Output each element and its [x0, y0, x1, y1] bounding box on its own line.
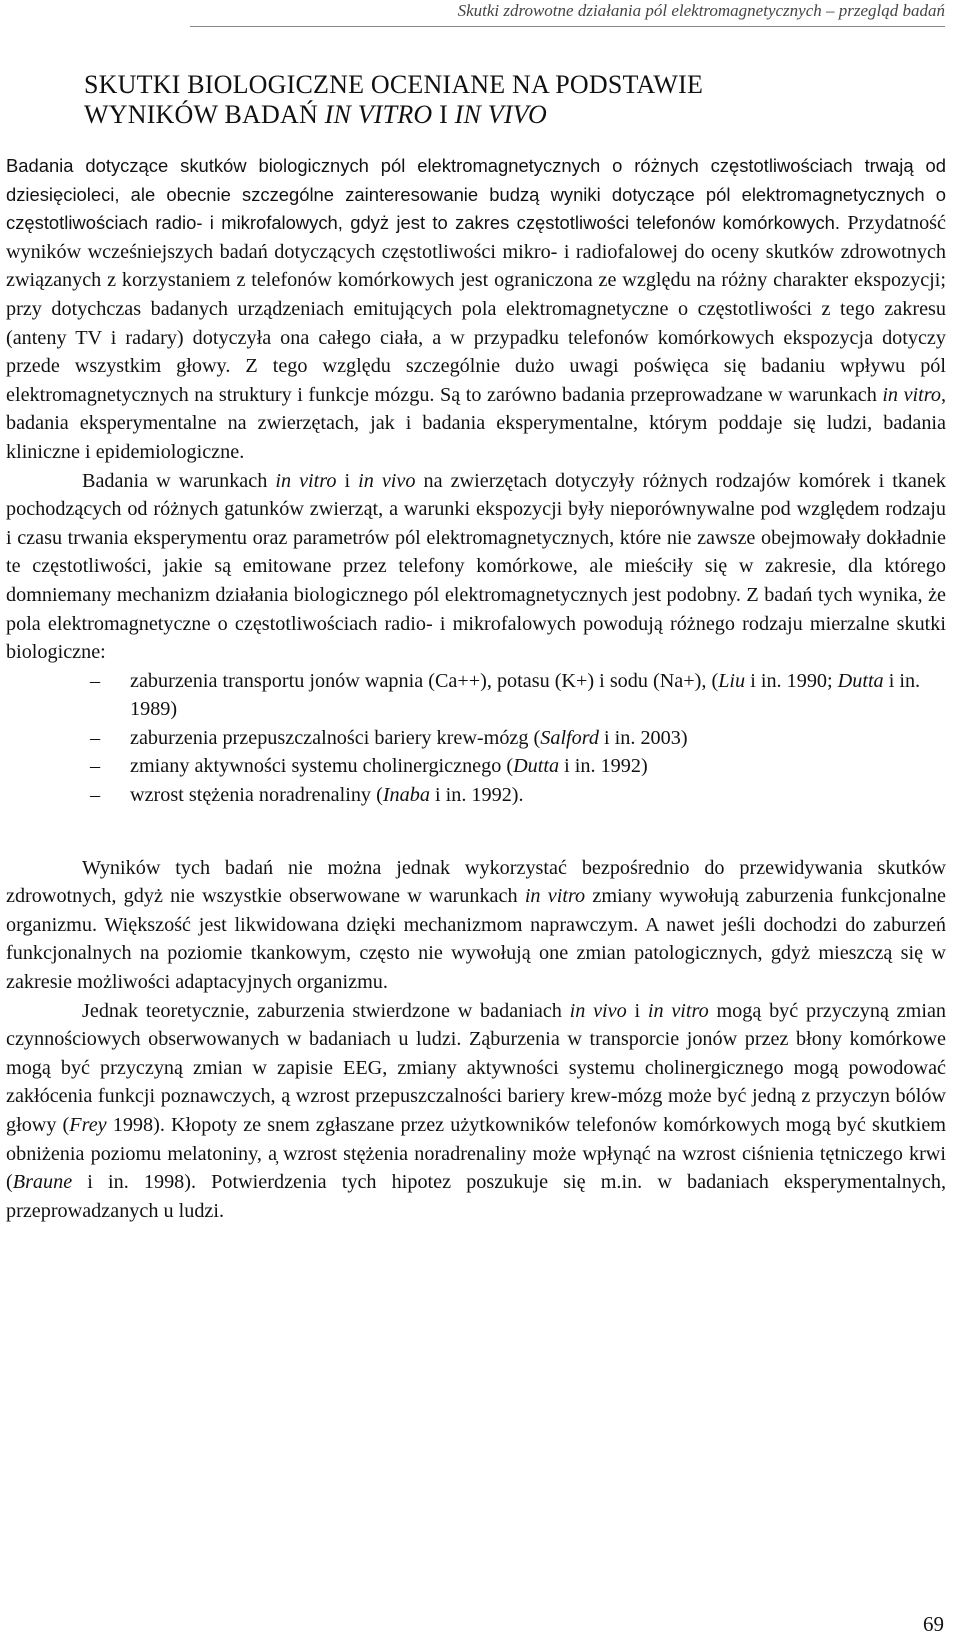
paragraph-4-italic-4: Braune [12, 1171, 73, 1194]
list-item-text: i in. 1990; [745, 669, 838, 692]
list-dash: – [90, 726, 101, 749]
list-item-text: zaburzenia przepuszczalności bariery krew-mózg ( [130, 726, 541, 749]
list-item-text: i in. 2003) [598, 726, 688, 749]
running-head: Skutki zdrowotne działania pól elektromagnetycznych – przegląd badań [190, 0, 945, 27]
list-dash: – [90, 784, 101, 807]
paragraph-4 [6, 997, 946, 1226]
effects-list [6, 667, 946, 810]
paragraph-4-italic-1: in vivo [569, 999, 627, 1022]
list-item [6, 667, 946, 724]
paragraph-2-text-1: Badania w warunkach [82, 469, 276, 492]
paragraph-4-italic-3: Frey [69, 1114, 107, 1136]
list-item [6, 781, 946, 810]
list-item-author: Inaba [382, 784, 430, 807]
paragraph-3-text-1: Wyników tych badań nie można jednak wykorzystać bezpośrednio do przewidywania skutków zdrowotnych, gdyż nie wszystkie obserwowane w warunkach [6, 856, 946, 908]
paragraph-3 [6, 854, 946, 997]
list-item-author: Liu [718, 669, 746, 692]
paragraph-1-serif-part-1: Przydatność wyników wcześniejszych badań dotyczących częstotliwości mikro- i radiofalowej do oceny skutków zdrowotnych związanych z korzystaniem z telefonów komórkowych jest ograniczona ze względu na różny charakter ekspozycji; przy dotychczas badanych urządzeniach emitujących pola elektromagnetyczne o częstotliwości z tego zakresu (anteny TV i radary) dotyczyła ona całego ciała, a w przypadku telefonów komórkowych ekspozycja dotyczy przede wszystkim głowy. Z tego względu szczególnie dużo uwagi poświęca się badaniu wpływu pól elektromagnetycznych na struktury i funkcje mózgu. Są to zarówno badania przeprowadzane w warunkach [6, 212, 946, 406]
section-heading [84, 70, 864, 130]
paragraph-2 [6, 467, 946, 667]
paragraph-2-text-3: na zwierzętach dotyczyły różnych rodzajów komórek i tkanek pochodzących od różnych gatunków zwierząt, a warunki ekspozycji były nieporównywalne pod względem rodzaju i czasu trwania eksperymentu oraz parametrów pól elektromagnetycznych, które nie zawsze obejmowały dokładnie te częstotliwości, jakie są emitowane przez telefony komórkowe, ale mieściły się w zakresie, dla którego domniemany mechanizm działania biologicznego pól elektromagnetycznych jest podobny. Z badań tych wynika, że pola elektromagnetyczne o częstotliwościach radio- i mikrofalowych powodują różnego rodzaju mierzalne skutki biologiczne: [6, 469, 947, 664]
page-number: 69 [923, 1612, 944, 1636]
paragraph-1-sans-part: Badania dotyczące skutków biologicznych pól elektromagnetycznych o różnych częstotliwościach trwają od dziesięcioleci, ale obecnie szczególne zainteresowanie budzą wyniki dotyczące pól elektromagnetycznych o częstotliwościach radio- i mikrofalowych, gdyż jest to zakres częstotliwości telefonów komórkowych. [6, 155, 946, 234]
list-item-text: i in. 1992) [559, 755, 648, 778]
paragraph-4-italic-2: in vitro [647, 999, 709, 1022]
list-item-author: Dutta [513, 755, 560, 778]
list-item-author: Dutta [837, 669, 884, 692]
paragraph-2-text-2: i [336, 469, 359, 492]
paragraph-4-text-3: mogą być przyczyną zmian czynnościowych obserwowanych w badaniach u ludzi. Ząburzenia w transporcie jonów przez błony komórkowe mogą być przyczyną zmian w zapisie EEG, zmiany aktywności systemu cholinergicznego mogą powodować zakłócenia funkcji poznawczych, ą wzrost przepuszczalności bariery krew-mózg może być jedną z przyczyn bólów głowy ( [6, 999, 946, 1136]
list-item-author: Salford [540, 726, 599, 749]
paragraph-3-text-2: zmiany wywołują zaburzenia funkcjonalne organizmu. Większość jest likwidowana dzięki mechanizmom naprawczym. A nawet jeśli dochodzi do zaburzeń funkcjonalnych na poziomie tkankowym, często nie wywołują one zmian patologicznych, gdyż mieszczą się w zakresie możliwości adaptacyjnych organizmu. [6, 885, 946, 994]
list-dash: – [90, 669, 101, 692]
list-item-text: wzrost stężenia noradrenaliny ( [130, 784, 383, 807]
paragraph-4-text-1: Jednak teoretycznie, zaburzenia stwierdzone w badaniach [82, 999, 570, 1022]
paragraph-1-serif-part-2: , badania eksperymentalne na zwierzętach, jak i badania eksperymentalne, którym poddaje się ludzi, badania kliniczne i epidemiologiczne. [6, 383, 946, 463]
paragraph-4-text-4: 1998). Kłopoty ze snem zgłaszane przez użytkowników telefonów komórkowych mogą być skutkiem obniżenia poziomu melatoniny, a̦ wzrost stężenia noradrenaliny może wpłynąć na wzrost ciśnienia tętniczego krwi ( [6, 1114, 946, 1194]
body-text [6, 152, 946, 1225]
list-item-text: i in. 1992). [429, 784, 524, 807]
list-item-text: zmiany aktywności systemu cholinergicznego ( [130, 755, 514, 778]
paragraph-1-italic-in-vitro: in vitro [882, 383, 941, 406]
heading-in-vivo: IN VIVO [454, 100, 547, 129]
list-item-text: i in. 1989) [130, 669, 921, 721]
paragraph-2-italic-2: in vivo [358, 469, 416, 492]
heading-line-2-start: WYNIKÓW BADAŃ [84, 100, 325, 129]
paragraph-3-italic-1: in vitro [524, 885, 586, 908]
paragraph-4-text-5: i in. 1998). Potwierdzenia tych hipotez poszukuje się m.in. w badaniach eksperymentalnych, przeprowadzanych u ludzi. [6, 1171, 946, 1222]
paragraph-4-text-2: i [626, 999, 648, 1022]
list-item [6, 724, 946, 753]
heading-in-vitro: IN VITRO [324, 100, 433, 129]
list-item-text: zaburzenia transportu jonów wapnia (Ca++), potasu (K+) i sodu (Na+), ( [130, 669, 719, 692]
heading-line-1: SKUTKI BIOLOGICZNE OCENIANE NA PODSTAWIE [84, 70, 704, 99]
paragraph-2-italic-1: in vitro [275, 469, 337, 492]
heading-line-2-mid: I [432, 100, 455, 129]
paragraph-1 [6, 152, 946, 467]
list-dash: – [90, 755, 101, 778]
list-item [6, 752, 946, 781]
